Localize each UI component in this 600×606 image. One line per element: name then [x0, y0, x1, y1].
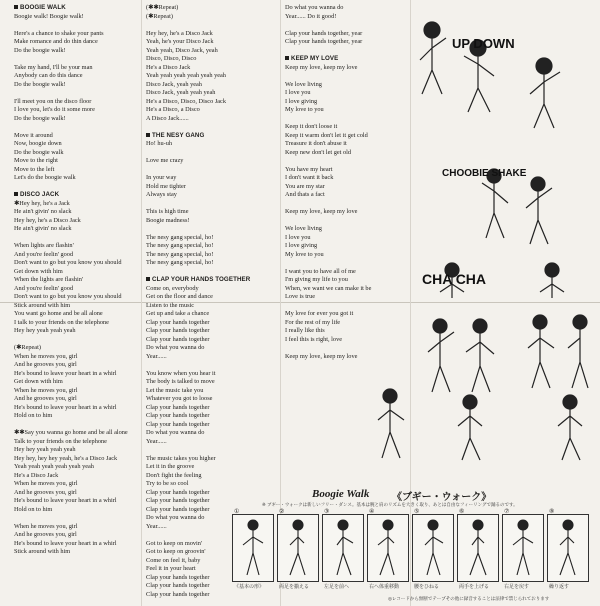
lyric-line: Do what you wanna do [146, 514, 205, 521]
lyric-line: Yeah yeah yeah yeah yeah yeah [146, 72, 226, 79]
lyric-line: Move to the left [14, 165, 55, 173]
lyric-line: (✱Repeat) [14, 344, 41, 351]
chacha-title: CHA CHA [422, 271, 487, 287]
lyric-line: For the rest of my life [285, 318, 341, 326]
lyric-line: He ain't givin' no slack [14, 225, 72, 232]
footer-note: ◎レコードから無断でテープその他に録音することは法律で禁じられております [388, 596, 550, 601]
stanza-gap [285, 157, 410, 166]
lyric-line: Anybody can do this dance [14, 72, 83, 79]
lyric-line: Stick around with him [14, 548, 71, 555]
lyric-line: (✱✱Repeat) [146, 4, 179, 11]
lyric-line: The nesy gang special, ho! [146, 259, 214, 266]
lyric-line: Do what you wanna do [146, 429, 205, 436]
step-panel [277, 514, 319, 582]
lyric-line: Here's a chance to shake your pants [14, 29, 104, 37]
lyric-line: Keep new don't let get old [285, 148, 352, 156]
step-caption: 右へ体重移動 [369, 584, 400, 590]
stanza-gap [285, 72, 410, 81]
lyric-line: Disco, Disco, Disco [146, 55, 197, 62]
lyric-line: When the lights are flashin' [14, 276, 83, 283]
lyric-line: You want go home and be all alone [14, 310, 103, 317]
lyric-line: Year...... [146, 522, 167, 530]
lyric-line: Get up and take a chance [146, 310, 210, 317]
lyric-line: Take my hand, I'll be your man [14, 63, 93, 71]
lyric-line: Yeah yeah, Disco Jack, yeah [146, 46, 218, 54]
step-panel [322, 514, 364, 582]
lyric-line: He ain't givin' no slack [14, 208, 72, 215]
stanza-gap [14, 55, 139, 64]
lyric-line: Always stay [146, 191, 177, 198]
lyric-line: Clap your hands together, year [285, 29, 363, 37]
step-number: ⑥ [459, 509, 465, 515]
lyric-line: Hey hey, he's a Disco Jack [146, 29, 213, 37]
lyric-line: Yeah, he's your Disco Jack [146, 38, 214, 45]
stanza-gap [14, 514, 139, 523]
step-caption: 両足を揃える [279, 584, 310, 590]
stanza-gap [146, 200, 276, 209]
lyric-line: I don't want it back [285, 174, 334, 181]
lyric-line: I feel this is right, love [285, 335, 343, 343]
lyric-line: We love living [285, 225, 322, 232]
lyric-line: Got to keep on groovin' [146, 548, 206, 555]
lyric-line: Make romance and do thin dance [14, 38, 98, 45]
step-panel [412, 514, 454, 582]
step-panel [547, 514, 589, 582]
updown-title: UP DOWN [452, 36, 515, 51]
column-divider [410, 0, 411, 606]
lyric-line: Clap your hands together [146, 497, 210, 504]
lyric-line: Year...... [146, 437, 167, 445]
lyric-line: ✱✱Say you wanna go home and be all alone [14, 429, 128, 436]
song-title: BOOGIE WALK [14, 4, 139, 13]
lyric-line: I love you [285, 233, 311, 241]
lyric-line: He's a Disco, Disco, Disco Jack [146, 97, 227, 105]
shake-title: CHOOBIE SHAKE [442, 168, 527, 179]
song-title: DISCO JACK [14, 191, 139, 200]
lyric-line: My love to you [285, 250, 324, 258]
lyric-line: Do the boogie walk! [14, 114, 66, 122]
lyric-line: Do the boogie walk! [14, 80, 66, 88]
lyric-line: Don't want to go but you know you should [14, 259, 122, 266]
lyric-line: Do the boogie walk! [14, 46, 66, 54]
stanza-gap [285, 217, 410, 226]
lyric-line: ✱Hey hey, he's a Jack [14, 199, 70, 207]
lyric-line: Get down with him [14, 267, 63, 275]
lyric-line: (✱Repeat) [146, 12, 173, 20]
lyric-line: Clap your hands together [146, 590, 210, 598]
lyric-line: Let the music take you [146, 386, 204, 394]
lyric-line: Don't want to go but you know you should [14, 293, 122, 300]
stanza-gap [146, 361, 276, 370]
step-number: ⑧ [549, 509, 555, 515]
lyric-line: Let's do the boogie walk [14, 174, 76, 181]
step-panel [457, 514, 499, 582]
song-title: KEEP MY LOVE [285, 55, 410, 64]
step-caption: 《基本の形》 [234, 584, 265, 590]
stanza-gap [285, 259, 410, 268]
song-title: THE NESY GANG [146, 132, 276, 141]
lyric-line: I'm giving my life to you [285, 276, 348, 283]
lyric-line: The body is talked to move [146, 378, 215, 385]
lyric-line: Clap your hands together [146, 318, 210, 326]
stanza-gap [14, 421, 139, 430]
stanza-gap [146, 166, 276, 175]
column-divider [141, 0, 142, 606]
lyric-line: Don't fight the feeling [146, 471, 202, 479]
lyrics-column-1 [14, 4, 139, 557]
lyric-line: Got to keep on movin' [146, 539, 203, 547]
lyric-line: I love you [285, 89, 311, 96]
lyric-line: He's bound to leave your heart in a whirl [14, 369, 117, 377]
lyric-line: I love giving [285, 97, 318, 105]
lyric-line: Clap your hands together [146, 582, 210, 589]
stanza-gap [285, 302, 410, 311]
step-caption: 腰をひねる [414, 584, 440, 590]
stanza-gap [285, 115, 410, 124]
lyric-line: Clap your hands together [146, 573, 210, 581]
lyric-line: And he grooves you, girl [14, 395, 77, 402]
step-caption: 左足を前へ [324, 584, 350, 590]
lyric-line: Hey hey, hey hey yeah, he's a Disco Jack [14, 454, 118, 462]
lyric-line: Clap your hands together, year [285, 38, 363, 45]
stanza-gap [146, 446, 276, 455]
step-caption: 右足を戻す [504, 584, 530, 590]
step-number: ⑦ [504, 509, 510, 515]
stanza-gap [14, 183, 139, 192]
lyric-line: Year...... Do it good! [285, 12, 337, 20]
lyric-line: He's bound to leave your heart in a whirl [14, 403, 117, 411]
lyric-line: Do the boogie walk [14, 148, 64, 156]
lyric-line: Clap your hands together [146, 420, 210, 428]
lyric-line: Love me crazy [146, 157, 184, 164]
lyric-line: Get on the floor and dance [146, 293, 213, 300]
lyric-line: Boogie walk! Boogie walk! [14, 12, 84, 20]
lyric-line: When he moves you, girl [14, 480, 78, 487]
lyric-line: The nesy gang special, ho! [146, 233, 214, 241]
lyric-line: Hold me tighter [146, 182, 186, 190]
lyric-line: Let it in the groove [146, 463, 195, 470]
boogie-walk-jp-title: 《ブギー・ウォーク》 [392, 492, 492, 503]
stanza-gap [14, 336, 139, 345]
lyric-line: He's bound to leave your heart in a whirl [14, 497, 117, 504]
lyric-line: You know when you hear it [146, 369, 216, 377]
step-number: ④ [369, 509, 375, 515]
lyric-line: We love living [285, 80, 322, 88]
lyric-line: Keep my love, keep my love [285, 63, 358, 71]
lyric-line: I love you, let's do it some more [14, 106, 95, 113]
lyric-line: Treasure it don't abuse it [285, 140, 347, 147]
lyric-line: Try to be so cool [146, 480, 189, 487]
stanza-gap [146, 149, 276, 158]
lyric-line: Clap your hands together [146, 335, 210, 343]
lyric-line: Whatever you got to loose [146, 395, 213, 402]
stanza-gap [285, 21, 410, 30]
lyric-line: This is high time [146, 208, 189, 215]
lyric-line: Listen to the music [146, 301, 195, 309]
lyric-line: When he moves you, girl [14, 522, 78, 530]
step-caption: 繰り返す [549, 584, 570, 590]
lyric-line: When he moves you, girl [14, 352, 78, 360]
lyric-line: You are my star [285, 182, 325, 190]
lyric-line: And he grooves you, girl [14, 361, 77, 368]
stanza-gap [146, 225, 276, 234]
lyric-line: Hold on to him [14, 505, 53, 513]
lyric-line: A Disco Jack...... [146, 114, 189, 122]
lyric-line: Get down with him [14, 378, 63, 385]
stanza-gap [14, 234, 139, 243]
lyric-line: Come on, everybody [146, 284, 199, 292]
lyric-line: And he grooves you, girl [14, 488, 77, 496]
stanza-gap [285, 47, 410, 56]
boogie-walk-note: ※ ブギー・ウォークは新しいフリー・ダンス。基本は腕と肩のリズムを大きく取り、あとは自由なフィーリングで踊るのです。 [262, 502, 518, 507]
lyric-line: Keep it warm don't let it get cold [285, 131, 368, 139]
stanza-gap [146, 268, 276, 277]
lyric-line: Feel it in your heart [146, 565, 196, 572]
lyric-line: And thats a fact [285, 191, 325, 198]
lyric-line: Clap your hands together [146, 505, 210, 513]
lyric-line: The nesy gang special, ho! [146, 250, 214, 258]
boogie-walk-script: Boogie Walk [312, 488, 370, 500]
lyric-line: I talk to your friends on the telephone [14, 318, 109, 326]
stanza-gap [146, 21, 276, 30]
lyric-line: Keep my love, keep my love [285, 208, 358, 215]
lyric-line: He's a Disco Jack [14, 471, 59, 479]
lyric-line: Hey hey yeah yeah yeah [14, 446, 76, 453]
step-number: ⑤ [414, 509, 420, 515]
lyric-line: Clap your hands together [146, 412, 210, 419]
lyric-line: I want you to have all of me [285, 267, 356, 275]
lyrics-column-2 [146, 4, 276, 599]
lyric-line: In your way [146, 174, 177, 181]
lyric-line: I love giving [285, 242, 318, 249]
lyric-line: Disco Jack, yeah yeah [146, 80, 202, 88]
lyric-line: Now, boogie down [14, 140, 62, 147]
lyric-line: Hey hey yeah yeah yeah [14, 327, 76, 334]
lyric-line: Come on feel it, baby [146, 556, 201, 564]
lyric-line: Ho! hu-uh [146, 140, 173, 147]
lyric-line: I'll meet you on the disco floor [14, 97, 92, 105]
lyric-line: When lights are flashin' [14, 242, 74, 249]
lyric-line: My love to you [285, 106, 324, 113]
lyric-line: Hey hey, he's a Disco Jack [14, 216, 81, 224]
lyric-line: Boogie madness! [146, 216, 190, 224]
lyric-line: My love for ever you got it [285, 310, 354, 317]
lyric-line: When, we want we can make it be [285, 284, 372, 292]
lyric-line: And you're feelin' good [14, 284, 74, 292]
lyric-line: I really like this [285, 327, 325, 334]
lyric-line: Talk to your friends on the telephone [14, 437, 107, 445]
lyric-line: Hold on to him [14, 412, 53, 419]
lyric-line: Clap your hands together [146, 327, 210, 334]
lyric-line: Clap your hands together [146, 488, 210, 496]
lyric-line: He's a Disco Jack [146, 63, 191, 71]
step-number: ② [279, 509, 285, 515]
dance-illustrations [412, 8, 598, 298]
lyric-line: Move it around [14, 131, 53, 139]
step-number: ③ [324, 509, 330, 515]
step-caption: 両手を上げる [459, 584, 490, 590]
stanza-gap [14, 21, 139, 30]
lyric-line: Yeah yeah yeah yeah yeah yeah [14, 463, 94, 470]
lyric-line: Disco Jack, yeah yeah yeah [146, 89, 216, 96]
lyric-line: The music takes you higher [146, 454, 216, 462]
lyric-line: Clap your hands together [146, 403, 210, 411]
lyric-line: He's bound to leave your heart in a whirl [14, 539, 117, 547]
step-panel [232, 514, 274, 582]
lyric-line: You have my heart [285, 165, 333, 173]
lyric-line: Love is true [285, 293, 316, 300]
lyric-line: When he moves you, girl [14, 386, 78, 394]
lyric-line: And you're feelin' good [14, 250, 74, 258]
step-number: ① [234, 509, 240, 515]
step-panel [367, 514, 409, 582]
stanza-gap [146, 123, 276, 132]
lyric-line: And he grooves you, girl [14, 531, 77, 538]
song-title: CLAP YOUR HANDS TOGETHER [146, 276, 276, 285]
lyric-line: Stick around with him [14, 301, 71, 309]
lyric-line: He's a Disco, a Disco [146, 106, 200, 113]
lyric-line: Keep my love, keep my love [285, 352, 358, 360]
lyric-line: Move to the right [14, 157, 58, 164]
lyric-line: Do what you wanna do [146, 344, 205, 351]
stanza-gap [14, 123, 139, 132]
lyrics-column-3 [285, 4, 410, 361]
lyric-line: Keep it don't loose it [285, 123, 338, 130]
step-panel [502, 514, 544, 582]
stanza-gap [14, 89, 139, 98]
lyric-line: Do what you wanna do [285, 4, 344, 11]
lyric-line: Year...... [146, 352, 167, 360]
stanza-gap [285, 200, 410, 209]
lyric-line: The nesy gang special, ho! [146, 242, 214, 249]
chacha-illustrations [330, 312, 596, 462]
